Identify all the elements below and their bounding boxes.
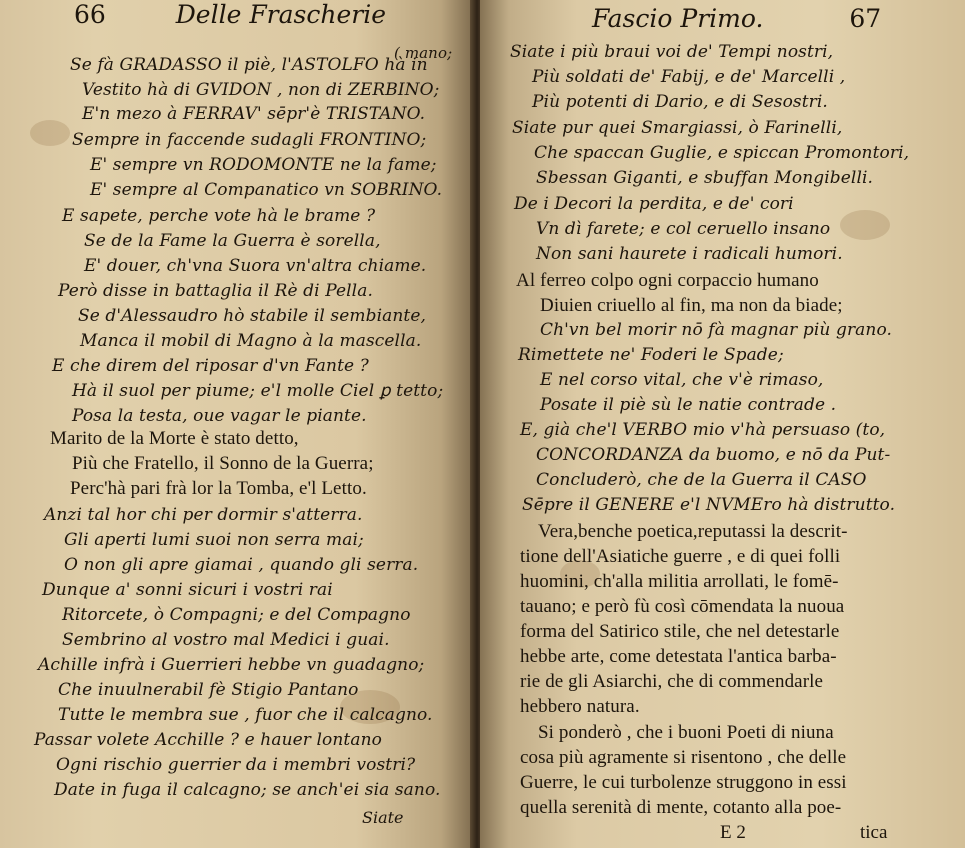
text-line: Achille infrà i Guerrieri hebbe vn guadagno; xyxy=(38,655,425,675)
text-line: hebbe arte, come detestata l'antica barba- xyxy=(520,646,837,667)
right-page-number: 67 xyxy=(849,4,882,33)
text-line: E che direm del riposar d'vn Fante ? xyxy=(52,356,369,376)
text-line: Hà il suol per piume; e'l molle Ciel ꝑ tetto; xyxy=(72,381,444,401)
text-line: Perc'hà pari frà lor la Tomba, e'l Letto. xyxy=(70,478,367,499)
text-line: Guerre, le cui turbolenze struggono in essi xyxy=(520,772,847,793)
text-line: Manca il mobil di Magno à la mascella. xyxy=(80,331,422,351)
text-line: Siate i più braui voi de' Tempi nostri, xyxy=(510,42,834,62)
text-line: Però disse in battaglia il Rè di Pella. xyxy=(58,281,373,301)
text-line: De i Decori la perdita, e de' cori xyxy=(514,194,794,214)
text-line: Anzi tal hor chi per dormir s'atterra. xyxy=(44,505,363,525)
signature-mark: E 2 xyxy=(720,822,746,843)
text-line: hebbero natura. xyxy=(520,696,640,717)
text-line: tione dell'Asiatiche guerre , e di quei folli xyxy=(520,546,841,567)
text-line: ( mano; xyxy=(394,44,453,62)
text-line: Al ferreo colpo ogni corpaccio humano xyxy=(516,270,819,291)
text-line: Date in fuga il calcagno; se anch'ei sia sano. xyxy=(54,780,441,800)
text-line: Che spaccan Guglie, e spiccan Promontori, xyxy=(534,143,910,163)
text-line: Posa la testa, oue vagar le piante. xyxy=(72,406,367,426)
right-page xyxy=(480,0,965,848)
text-line: Tutte le membra sue , fuor che il calcagno. xyxy=(58,705,433,725)
text-line: Che inuulnerabil fè Stigio Pantano xyxy=(58,680,359,700)
text-line: huomini, ch'alla militia arrollati, le fomē- xyxy=(520,571,839,592)
text-line: cosa più agramente si risentono , che delle xyxy=(520,747,847,768)
text-line: E' sempre al Companatico vn SOBRINO. xyxy=(90,180,443,200)
text-line: Più soldati de' Fabij, e de' Marcelli , xyxy=(532,67,846,87)
text-line: forma del Satirico stile, che nel detestarle xyxy=(520,621,840,642)
text-line: Se de la Fame la Guerra è sorella, xyxy=(84,231,381,251)
text-line: Vn dì farete; e col ceruello insano xyxy=(536,219,831,239)
right-page-title: Fascio Primo. xyxy=(592,4,764,33)
text-line: E, già che'l VERBO mio v'hà persuaso (to, xyxy=(520,420,886,440)
text-line: Vestito hà di GVIDON , non di ZERBINO; xyxy=(82,80,440,100)
left-running-head xyxy=(74,0,386,29)
catchword: tica xyxy=(860,822,888,843)
text-line: Rimettete ne' Foderi le Spade; xyxy=(518,345,784,365)
text-line: E'n mezo à FERRAV' sēpr'è TRISTANO. xyxy=(82,104,426,124)
right-running-head xyxy=(592,4,881,33)
text-line: quella serenità di mente, cotanto alla poe- xyxy=(520,797,842,818)
text-line: Sbessan Giganti, e sbuffan Mongibelli. xyxy=(536,168,874,188)
text-line: Dunque a' sonni sicuri i vostri rai xyxy=(42,580,333,600)
text-line: Non sani haurete i radicali humori. xyxy=(536,244,843,264)
text-line: Ritorcete, ò Compagni; e del Compagno xyxy=(62,605,411,625)
text-line: E' sempre vn RODOMONTE ne la fame; xyxy=(90,155,437,175)
left-page xyxy=(0,0,474,848)
text-line: rie de gli Asiarchi, che di commendarle xyxy=(520,671,824,692)
text-line: Più potenti di Dario, e di Sesostri. xyxy=(532,92,828,112)
text-line: Marito de la Morte è stato detto, xyxy=(50,428,299,449)
text-line: E nel corso vital, che v'è rimaso, xyxy=(540,370,824,390)
text-line: tauano; e però fù così cōmendata la nuoua xyxy=(520,596,845,617)
text-line: Ch'vn bel morir nō fà magnar più grano. xyxy=(540,320,892,340)
text-line: Vera,benche poetica,reputassi la descrit- xyxy=(538,521,848,542)
catchword: Siate xyxy=(362,808,404,827)
text-line: Sempre in faccende sudagli FRONTINO; xyxy=(72,130,427,150)
text-line: Passar volete Acchille ? e hauer lontano xyxy=(34,730,382,750)
text-line: Ogni rischio guerrier da i membri vostri? xyxy=(56,755,416,775)
text-line: Si ponderò , che i buoni Poeti di niuna xyxy=(538,722,834,743)
text-line: Se fà GRADASSO il piè, l'ASTOLFO hà in xyxy=(70,55,428,75)
text-line: Posate il piè sù le natie contrade . xyxy=(540,395,837,415)
text-line: CONCORDANZA da buomo, e nō da Put- xyxy=(536,445,891,465)
text-line: E sapete, perche vote hà le brame ? xyxy=(62,206,376,226)
text-line: Siate pur quei Smargiassi, ò Farinelli, xyxy=(512,118,843,138)
text-line: Sēpre il GENERE e'l NVMEro hà distrutto. xyxy=(522,495,896,515)
text-line: O non gli apre giamai , quando gli serra. xyxy=(64,555,419,575)
text-line: Se d'Alessaudro hò stabile il sembiante, xyxy=(78,306,427,326)
left-page-title: Delle Frascherie xyxy=(175,0,387,29)
text-line: Sembrino al vostro mal Medici i guai. xyxy=(62,630,390,650)
text-line: Più che Fratello, il Sonno de la Guerra; xyxy=(72,453,374,474)
text-line: E' douer, ch'vna Suora vn'altra chiame. xyxy=(84,256,427,276)
left-page-number: 66 xyxy=(74,0,106,29)
text-line: Gli aperti lumi suoi non serra mai; xyxy=(64,530,364,550)
text-line: Diuien criuello al fin, ma non da biade; xyxy=(540,295,843,316)
text-line: Concluderò, che de la Guerra il CASO xyxy=(536,470,867,490)
